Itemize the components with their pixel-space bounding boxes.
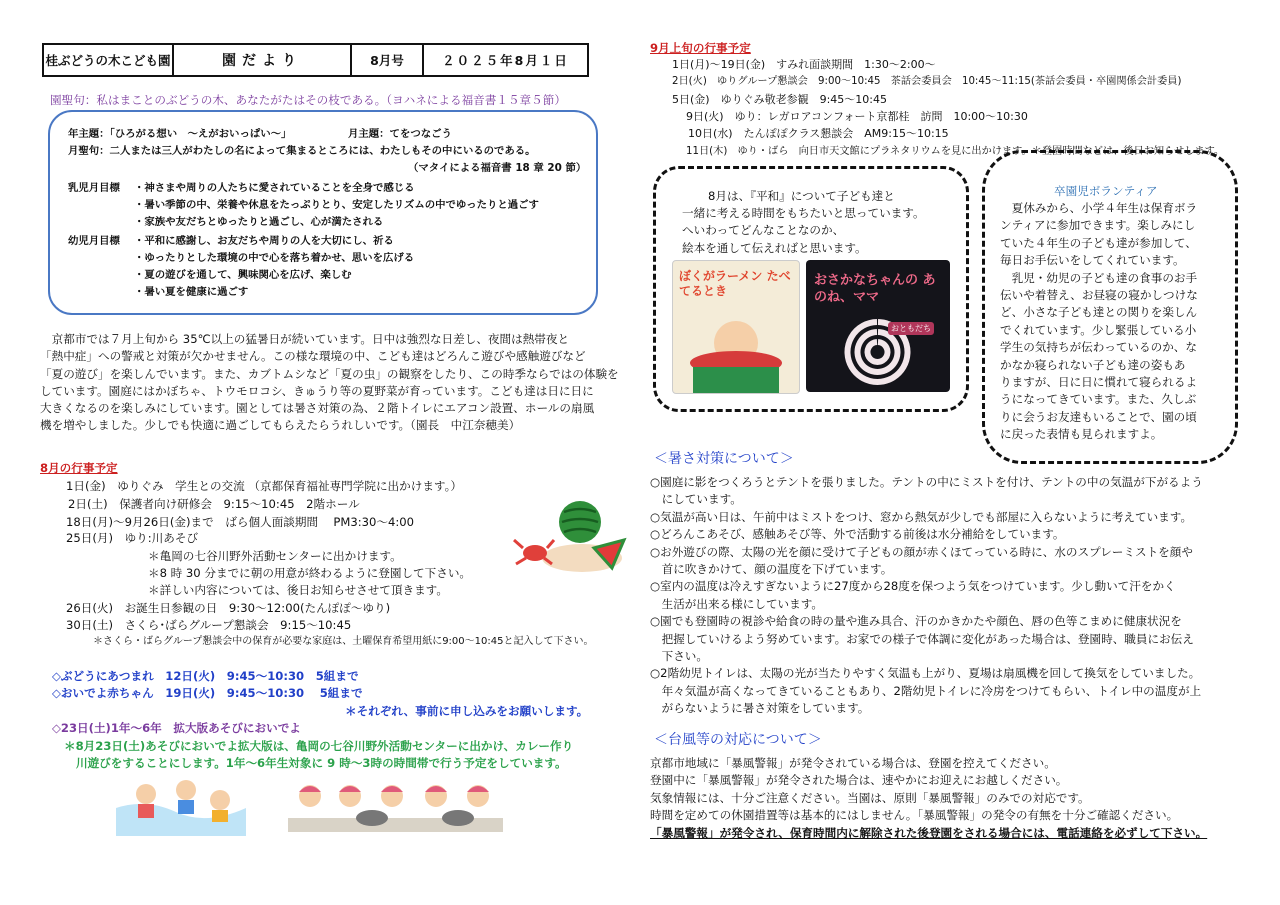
intro-paragraph: [40, 331, 619, 435]
volunteer-line: りますが、日に日に慣れて寝られるよ: [1000, 375, 1198, 390]
heat-line: ○2階幼児トイレは、太陽の光が当たりやすく気温も上がり、夏場は扇風機を回して換気をしていました。: [650, 666, 1201, 681]
issue-label: 8月号: [352, 45, 424, 75]
summer-illustration: [508, 498, 628, 578]
intro-line: 「熱中症」への警戒と対策が欠かせません。この様な環境の中、こども達はどろんこ遊びや感触遊びなど: [40, 349, 586, 364]
typhoon-line-emphasis: 「暴風警報」が発令され、保育時間内に解除された後登園をされる場合には、電話連絡を必ずして下さい。: [650, 825, 1208, 840]
volunteer-line: りに会うお友達もいることで、園の頃: [1000, 409, 1197, 424]
toddler-goal: ・ゆったりとした環境の中で心を落ち着かせ、思いを広げる: [134, 252, 415, 264]
typhoon-list: [650, 755, 1207, 842]
cooking-children-illustration: [288, 780, 503, 832]
intro-line: 機を増やしました。少しでも快適に過ごしてもらえたらうれしいです。（園長 中江奈穂美）: [40, 418, 521, 433]
month-theme: 月主題：てをつなごう: [348, 128, 452, 140]
volunteer-line: 毎日お手伝いをしてくれています。: [1000, 253, 1185, 268]
volunteer-line: ンティアに参加できます。楽しみにし: [1000, 218, 1196, 233]
peace-text: 8月は、『平和』について子ども達と: [708, 189, 895, 203]
intro-line: 京都市では７月上旬から 35℃以上の猛暑日が続いています。日中は強烈な日差し、夜間は熱帯夜と: [40, 332, 570, 346]
sep-event: 2日(火) ゆりグループ懇談会 9:00～10:45 茶話会委員会 10:45～11:15(茶話会委員・卒園関係会計委員): [672, 76, 1182, 87]
intro-line: 大きくなるのを楽しみにしています。園としては暑さ対策の為、２階トイレにエアコン設置、ホールの扇風: [40, 401, 595, 416]
heat-line: 把握していけるよう努めています。お家での様子で体調に変化があった場合は、登園時、職員にお伝え: [650, 631, 1194, 646]
volunteer-line: ていた４年生の子ども達が参加して、: [1000, 235, 1197, 250]
aug-event-note: ＊さくら・ばらグループ懇談会中の保育が必要な家庭は、土曜保育希望用紙に9:00～10:45と記入して下さい。: [93, 636, 594, 647]
typhoon-line: 気象情報には、十分ご注意ください。当園は、原則「暴風警報」のみでの対応です。: [650, 790, 1090, 805]
crab-icon: [523, 545, 547, 561]
school-verse: 園聖句：私はまことのぶどうの木、あなたがたはその枝である。（ヨハネによる福音書１５章５節）: [50, 93, 566, 107]
sep-event: 11日(木) ゆり・ばら 向日市天文館にプラネタリウムを見に出かけます。＊登園時間などは、後日お知らせします。: [686, 146, 1225, 157]
peace-text: 一緒に考える時間をもちたいと思っています。: [682, 206, 925, 220]
heat-line: がらないように暑さ対策をしています。: [650, 701, 870, 716]
volunteer-text: [1000, 200, 1198, 444]
extended-event-title: ◇23日(土)1年～6年 拡大版あそびにおいでよ: [52, 721, 301, 735]
volunteer-line: に戻った表情も見られますよ。: [1000, 427, 1163, 442]
budou-event: ◇ぶどうにあつまれ 12日(火) 9:45～10:30 5組まで: [52, 669, 359, 683]
heat-line: にしています。: [650, 492, 742, 507]
heat-line: 年々気温が高くなってきていることもあり、2階幼児トイレに冷房をつけてもらい、トイレ中の温度が上: [650, 683, 1202, 698]
aug-schedule-heading: 8月の行事予定: [40, 461, 118, 475]
typhoon-heading: ＜台風等の対応について＞: [654, 732, 822, 748]
aug-event-note: ＊亀岡の七谷川野外活動センターに出かけます。: [148, 549, 402, 563]
heat-line: 下さい。: [650, 649, 708, 664]
volunteer-line: 夏休みから、小学４年生は保育ボラ: [1000, 201, 1198, 215]
typhoon-line: 京都市地域に「暴風警報」が発令されている場合は、登園を控えてください。: [650, 756, 1056, 770]
heat-line: 首に吹きかけて、顔の温度を下げています。: [650, 562, 893, 577]
book-cover-ramen: [672, 260, 800, 394]
volunteer-line: 伝いや着替え、お昼寝の寝かしつけな: [1000, 288, 1198, 303]
heat-heading: ＜暑さ対策について＞: [654, 451, 794, 467]
heat-line: ○園でも登園時の視診や給食の時の量や進み具合、汗のかきかたや顔色、唇の色等こまめに健康状況を: [650, 614, 1182, 629]
book1-title: ぼくがラーメン たべてるとき: [679, 269, 791, 298]
typhoon-line: 登園中に「暴風警報」が発令された場合は、速やかにお迎えにお越しください。: [650, 773, 1068, 788]
month-verse-ref: （マタイによる福音書 18 章 20 節）: [408, 162, 587, 174]
book2-title: おさかなちゃんの あのね、ママ: [814, 273, 936, 305]
volunteer-line: 学生の気持ちが伝わっているのか、な: [1000, 340, 1197, 355]
infant-goal: ・家族や友だちとゆったりと過ごし、心が満たされる: [134, 216, 384, 228]
aug-event: 26日(火) お誕生日参観の日 9:30～12:00(たんぽぽ～ゆり): [66, 601, 391, 615]
aug-event: 2日(土) 保護者向け研修会 9:15～10:45 2階ホール: [68, 497, 360, 511]
sep-event: 1日(月)～19日(金) すみれ面談期間 1:30～2:00～: [672, 58, 936, 71]
peace-text: 絵本を通して伝えればと思います。: [682, 241, 867, 255]
volunteer-line: でくれています。少し緊張している小: [1000, 322, 1197, 337]
oideyo-event: ◇おいでよ赤ちゃん 19日(火) 9:45～10:30 5組まで: [52, 686, 363, 700]
intro-line: 「夏の遊び」を楽しんでいます。また、カブトムシなど「夏の虫」の観察をしたり、この時季ならではの体験を: [40, 366, 619, 381]
newsletter-title: 園だより: [174, 45, 352, 75]
volunteer-line: うになってきています。また、久しぶ: [1000, 392, 1197, 407]
school-name: 桂ぶどうの木こども園: [44, 45, 174, 75]
infant-goal: ・神さまや周りの人たちに愛されていることを全身で感じる: [134, 182, 415, 194]
extended-event-line: ＊8月23日(土)あそびにおいでよ拡大版は、亀岡の七谷川野外活動センターに出かけ、カレー作り: [64, 739, 574, 753]
aug-event: 25日(月) ゆり:川あそび: [66, 531, 199, 545]
year-theme: 年主題：「ひろがる想い ～えがおいっぱい～」: [68, 128, 292, 140]
book-cover-osakana: [806, 260, 950, 392]
book2-subtitle: おともだち: [888, 322, 934, 335]
volunteer-line: ど、小さな子ども達との関りを楽しん: [1000, 305, 1198, 320]
heat-line: ○お外遊びの際、太陽の光を顔に受けて子どもの顔が赤くほてっている時に、水のスプレーミストを顔や: [650, 544, 1193, 559]
toddler-goals-label: 幼児月目標: [68, 235, 120, 247]
toddler-goal: ・夏の遊びを通して、興味関心を広げ、楽しむ: [134, 269, 352, 281]
heat-line: 生活が出来る様にしています。: [650, 596, 823, 611]
sep-event: 9日(火) ゆり：レガロアコンフォート京都桂 訪問 10:00～10:30: [686, 110, 1028, 123]
volunteer-title: 卒園児ボランティア: [1054, 184, 1158, 198]
peace-text: へいわってどんなことなのか、: [682, 223, 845, 237]
heat-line: ○園庭に影をつくろうとテントを張りました。テントの中にミストを付け、テントの中の気温が下がるよう: [650, 475, 1203, 489]
heat-list: [650, 474, 1203, 718]
apply-note: ＊それぞれ、事前に申し込みをお願いします。: [345, 704, 589, 718]
toddler-goal: ・暑い夏を健康に過ごす: [134, 286, 249, 298]
heat-line: ○室内の温度は冷えすぎないように27度から28度を保つよう気をつけています。少し動いて汗をかく: [650, 579, 1176, 594]
heat-line: ○どろんこあそび、感触あそび等、外で活動する前後は水分補給をしています。: [650, 527, 1065, 542]
heat-line: ○気温が高い日は、午前中はミストをつけ、窓から熱気が少しでも部屋に入らないように考えています。: [650, 509, 1193, 524]
aug-event: 1日(金) ゆりぐみ 学生との交流 （京都保育福祉専門学院に出かけます。）: [66, 479, 462, 493]
sep-event: 10日(水) たんぽぽクラス懇談会 AM9:15～10:15: [688, 127, 949, 140]
infant-goals-label: 乳児月目標: [68, 182, 120, 194]
header-table: [42, 43, 589, 77]
aug-event: 30日(土) さくら･ばらグループ懇談会 9:15～10:45: [66, 618, 352, 632]
typhoon-line: 時間を定めての休園措置等は基本的にはしません。「暴風警報」の発令の有無を十分ご確認ください。: [650, 808, 1179, 823]
toddler-goal: ・平和に感謝し、お友だちや周りの人を大切にし、祈る: [134, 235, 394, 247]
extended-event-line: 川遊びをすることにします。1年～6年生対象に 9 時～3時の時間帯で行う予定をしています。: [76, 756, 567, 770]
aug-event-note: ＊8 時 30 分までに朝の用意が終わるように登園して下さい。: [148, 566, 472, 580]
month-verse: 月聖句：二人または三人がわたしの名によって集まるところには、わたしもその中にいるのである。: [68, 145, 536, 157]
river-play-illustration: [116, 778, 246, 836]
intro-line: しています。園庭にはかぼちゃ、トウモロコシ、きゅうり等の夏野菜が育っています。こども達は日に日に: [40, 383, 594, 398]
sep-event: 5日(金) ゆりぐみ敬老参観 9:45～10:45: [672, 93, 887, 106]
volunteer-line: 乳児・幼児の子ども達の食事のお手: [1000, 270, 1198, 285]
issue-date: ２０２５年8月１日: [442, 53, 569, 68]
sep-schedule-heading: 9月上旬の行事予定: [650, 41, 751, 55]
aug-event: 18日(月)～9月26日(金)まで ばら個人面談期間 PM3:30～4:00: [66, 515, 415, 529]
aug-event-note: ＊詳しい内容については、後日お知らせさせて頂きます。: [148, 583, 448, 597]
infant-goal: ・暑い季節の中、栄養や休息をたっぷりとり、安定したリズムの中でゆったりと過ごす: [134, 199, 539, 211]
volunteer-line: かなか寝られない子ども達の姿もあ: [1000, 357, 1186, 372]
